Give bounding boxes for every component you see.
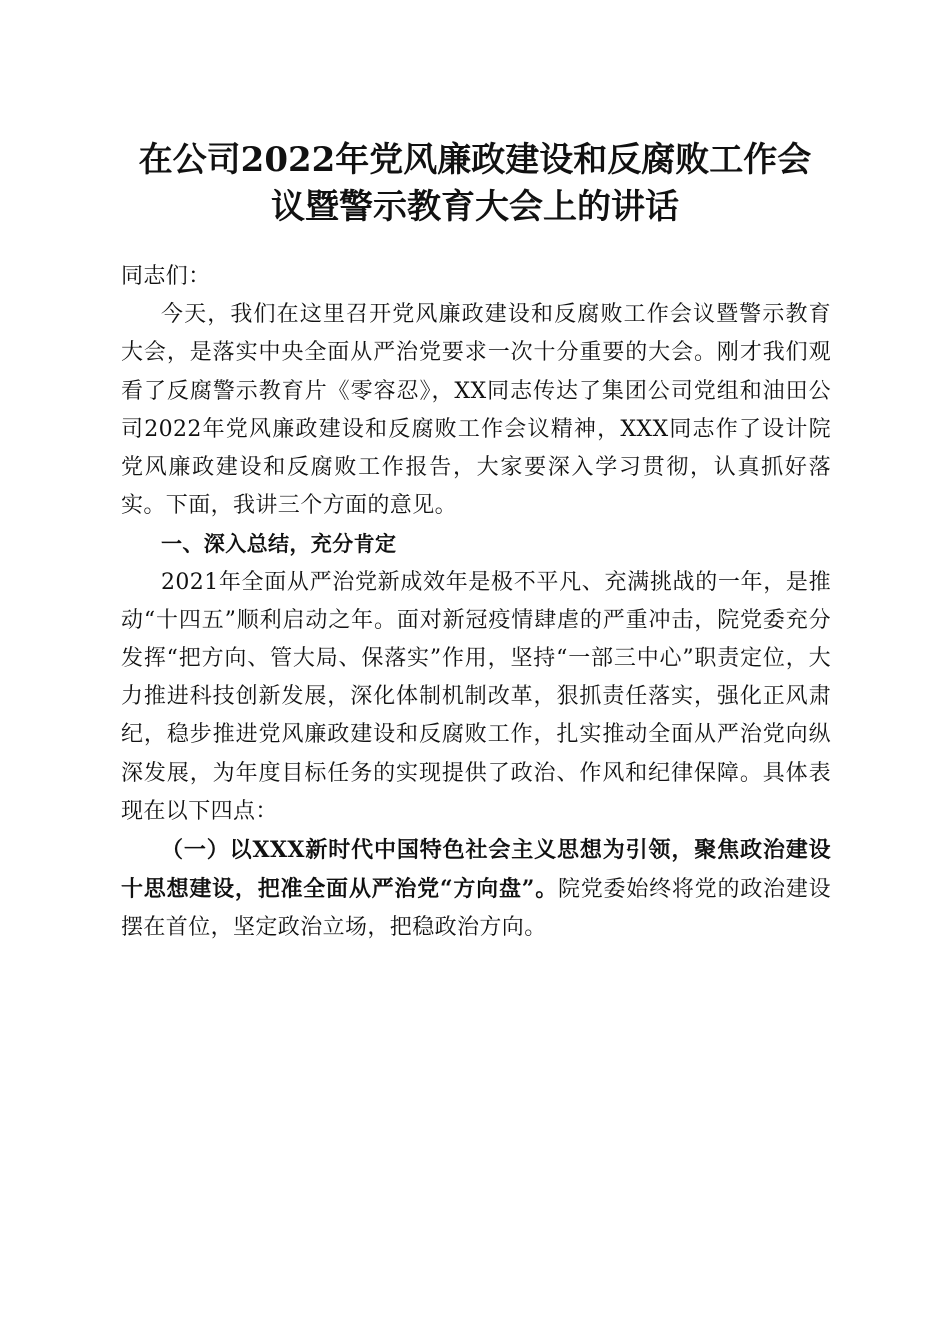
document-title-line-2: 议暨警示教育大会上的讲话 bbox=[271, 187, 679, 227]
intro-paragraph: 今天，我们在这里召开党风廉政建设和反腐败工作会议暨警示教育大会，是落实中央全面从严治党要求一次十分重要的大会。刚才我们观看了反腐警示教育片《零容忍》，XX同志传达了集团公司党组和油田公司2022年党风廉政建设和反腐败工作会议精神，XXX同志作了设计院党风廉政建设和反腐败工作报告，大家要深入学习贯彻，认真抓好落实。下面，我讲三个方面的意见。 bbox=[121, 302, 831, 519]
subsection-1-text: 院党委始终将党的政治建设摆在首位，坚定政治立场，把稳政治方向。 bbox=[121, 877, 831, 941]
section-1-heading: 一、深入总结，充分肯定 bbox=[161, 532, 397, 557]
document-title-line-1: 在公司2022年党风廉政建设和反腐败工作会 bbox=[138, 140, 812, 180]
document-body bbox=[121, 258, 831, 948]
section-1-paragraph: 2021年全面从严治党新成效年是极不平凡、充满挑战的一年，是推动“十四五”顺利启动之年。面对新冠疫情肆虐的严重冲击，院党委充分发挥“把方向、管大局、保落实”作用，坚持“一部三中心”职责定位，大力推进科技创新发展，深化体制机制改革，狠抓责任落实，强化正风肃纪，稳步推进党风廉政建设和反腐败工作，扎实推动全面从严治党向纵深发展，为年度目标任务的实现提供了政治、作风和纪律保障。具体表现在以下四点： bbox=[121, 569, 831, 824]
salutation: 同志们： bbox=[121, 264, 211, 289]
subsection-1-lead: （一）以XXX新时代中国特色社会主义思想为引领，聚焦政治建设十思想建设，把准全面从严治党“方向盘”。 bbox=[121, 837, 831, 903]
subsection-1-paragraph bbox=[121, 831, 831, 948]
